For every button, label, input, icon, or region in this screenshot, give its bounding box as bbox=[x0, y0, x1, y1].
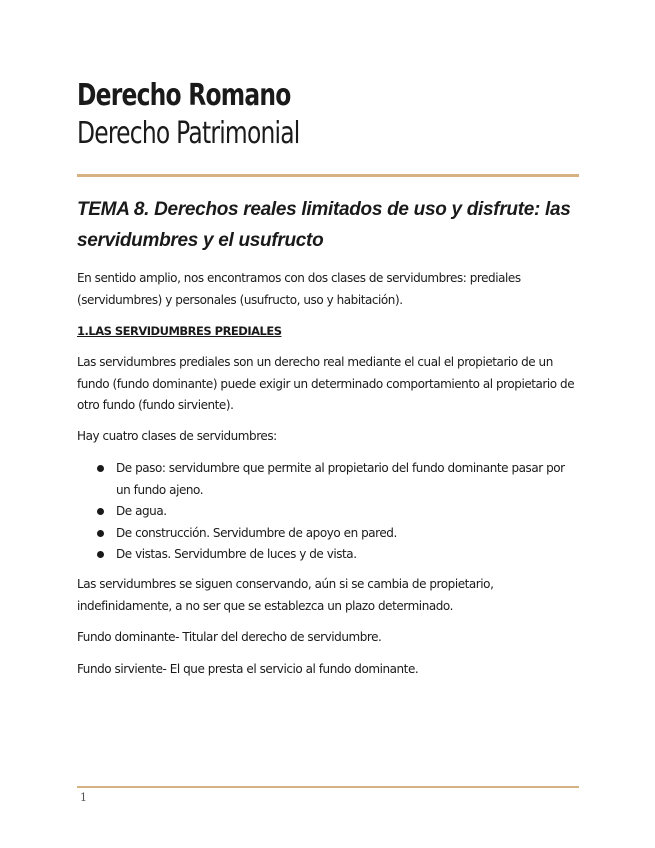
section-title: 1.LAS SERVIDUMBRES PREDIALES bbox=[77, 324, 282, 338]
document-subtitle: Derecho Patrimonial bbox=[77, 116, 300, 151]
paragraph-classes-intro: Hay cuatro clases de servidumbres: bbox=[77, 429, 277, 443]
list-item: De construcción. Servidumbre de apoyo en pared. bbox=[77, 523, 582, 545]
document-title: Derecho Romano bbox=[77, 78, 291, 113]
paragraph-fundo-sirviente: Fundo sirviente- El que presta el servicio al fundo dominante. bbox=[77, 662, 419, 676]
footer-divider bbox=[77, 786, 579, 788]
paragraph-definition: Las servidumbres prediales son un derecho real mediante el cual el propietario de un fundo (fundo dominante) puede exigir un determinado comportamiento al propietario de otro fundo (fundo sirviente). bbox=[77, 355, 575, 412]
topic-heading: TEMA 8. Derechos reales limitados de uso y disfrute: las servidumbres y el usufructo bbox=[77, 199, 571, 251]
intro-paragraph: En sentido amplio, nos encontramos con dos clases de servidumbres: prediales (servidumbres) y personales (usufructo, uso y habitación). bbox=[77, 271, 521, 307]
list-item: De vistas. Servidumbre de luces y de vista. bbox=[77, 544, 582, 566]
paragraph-fundo-dominante: Fundo dominante- Titular del derecho de servidumbre. bbox=[77, 630, 382, 644]
top-divider bbox=[77, 174, 579, 177]
bullet-icon bbox=[97, 508, 104, 515]
list-item: De agua. bbox=[77, 501, 582, 523]
bullet-icon bbox=[97, 530, 104, 537]
bullet-icon bbox=[97, 551, 104, 558]
servidumbre-types-list bbox=[77, 458, 582, 566]
paragraph-conservation: Las servidumbres se siguen conservando, aún si se cambia de propietario, indefinidamente, a no ser que se establezca un plazo determinado. bbox=[77, 577, 494, 613]
page-number: 1 bbox=[80, 791, 87, 804]
bullet-icon bbox=[97, 465, 104, 472]
list-item: De paso: servidumbre que permite al propietario del fundo dominante pasar por un fundo ajeno. bbox=[77, 458, 582, 501]
